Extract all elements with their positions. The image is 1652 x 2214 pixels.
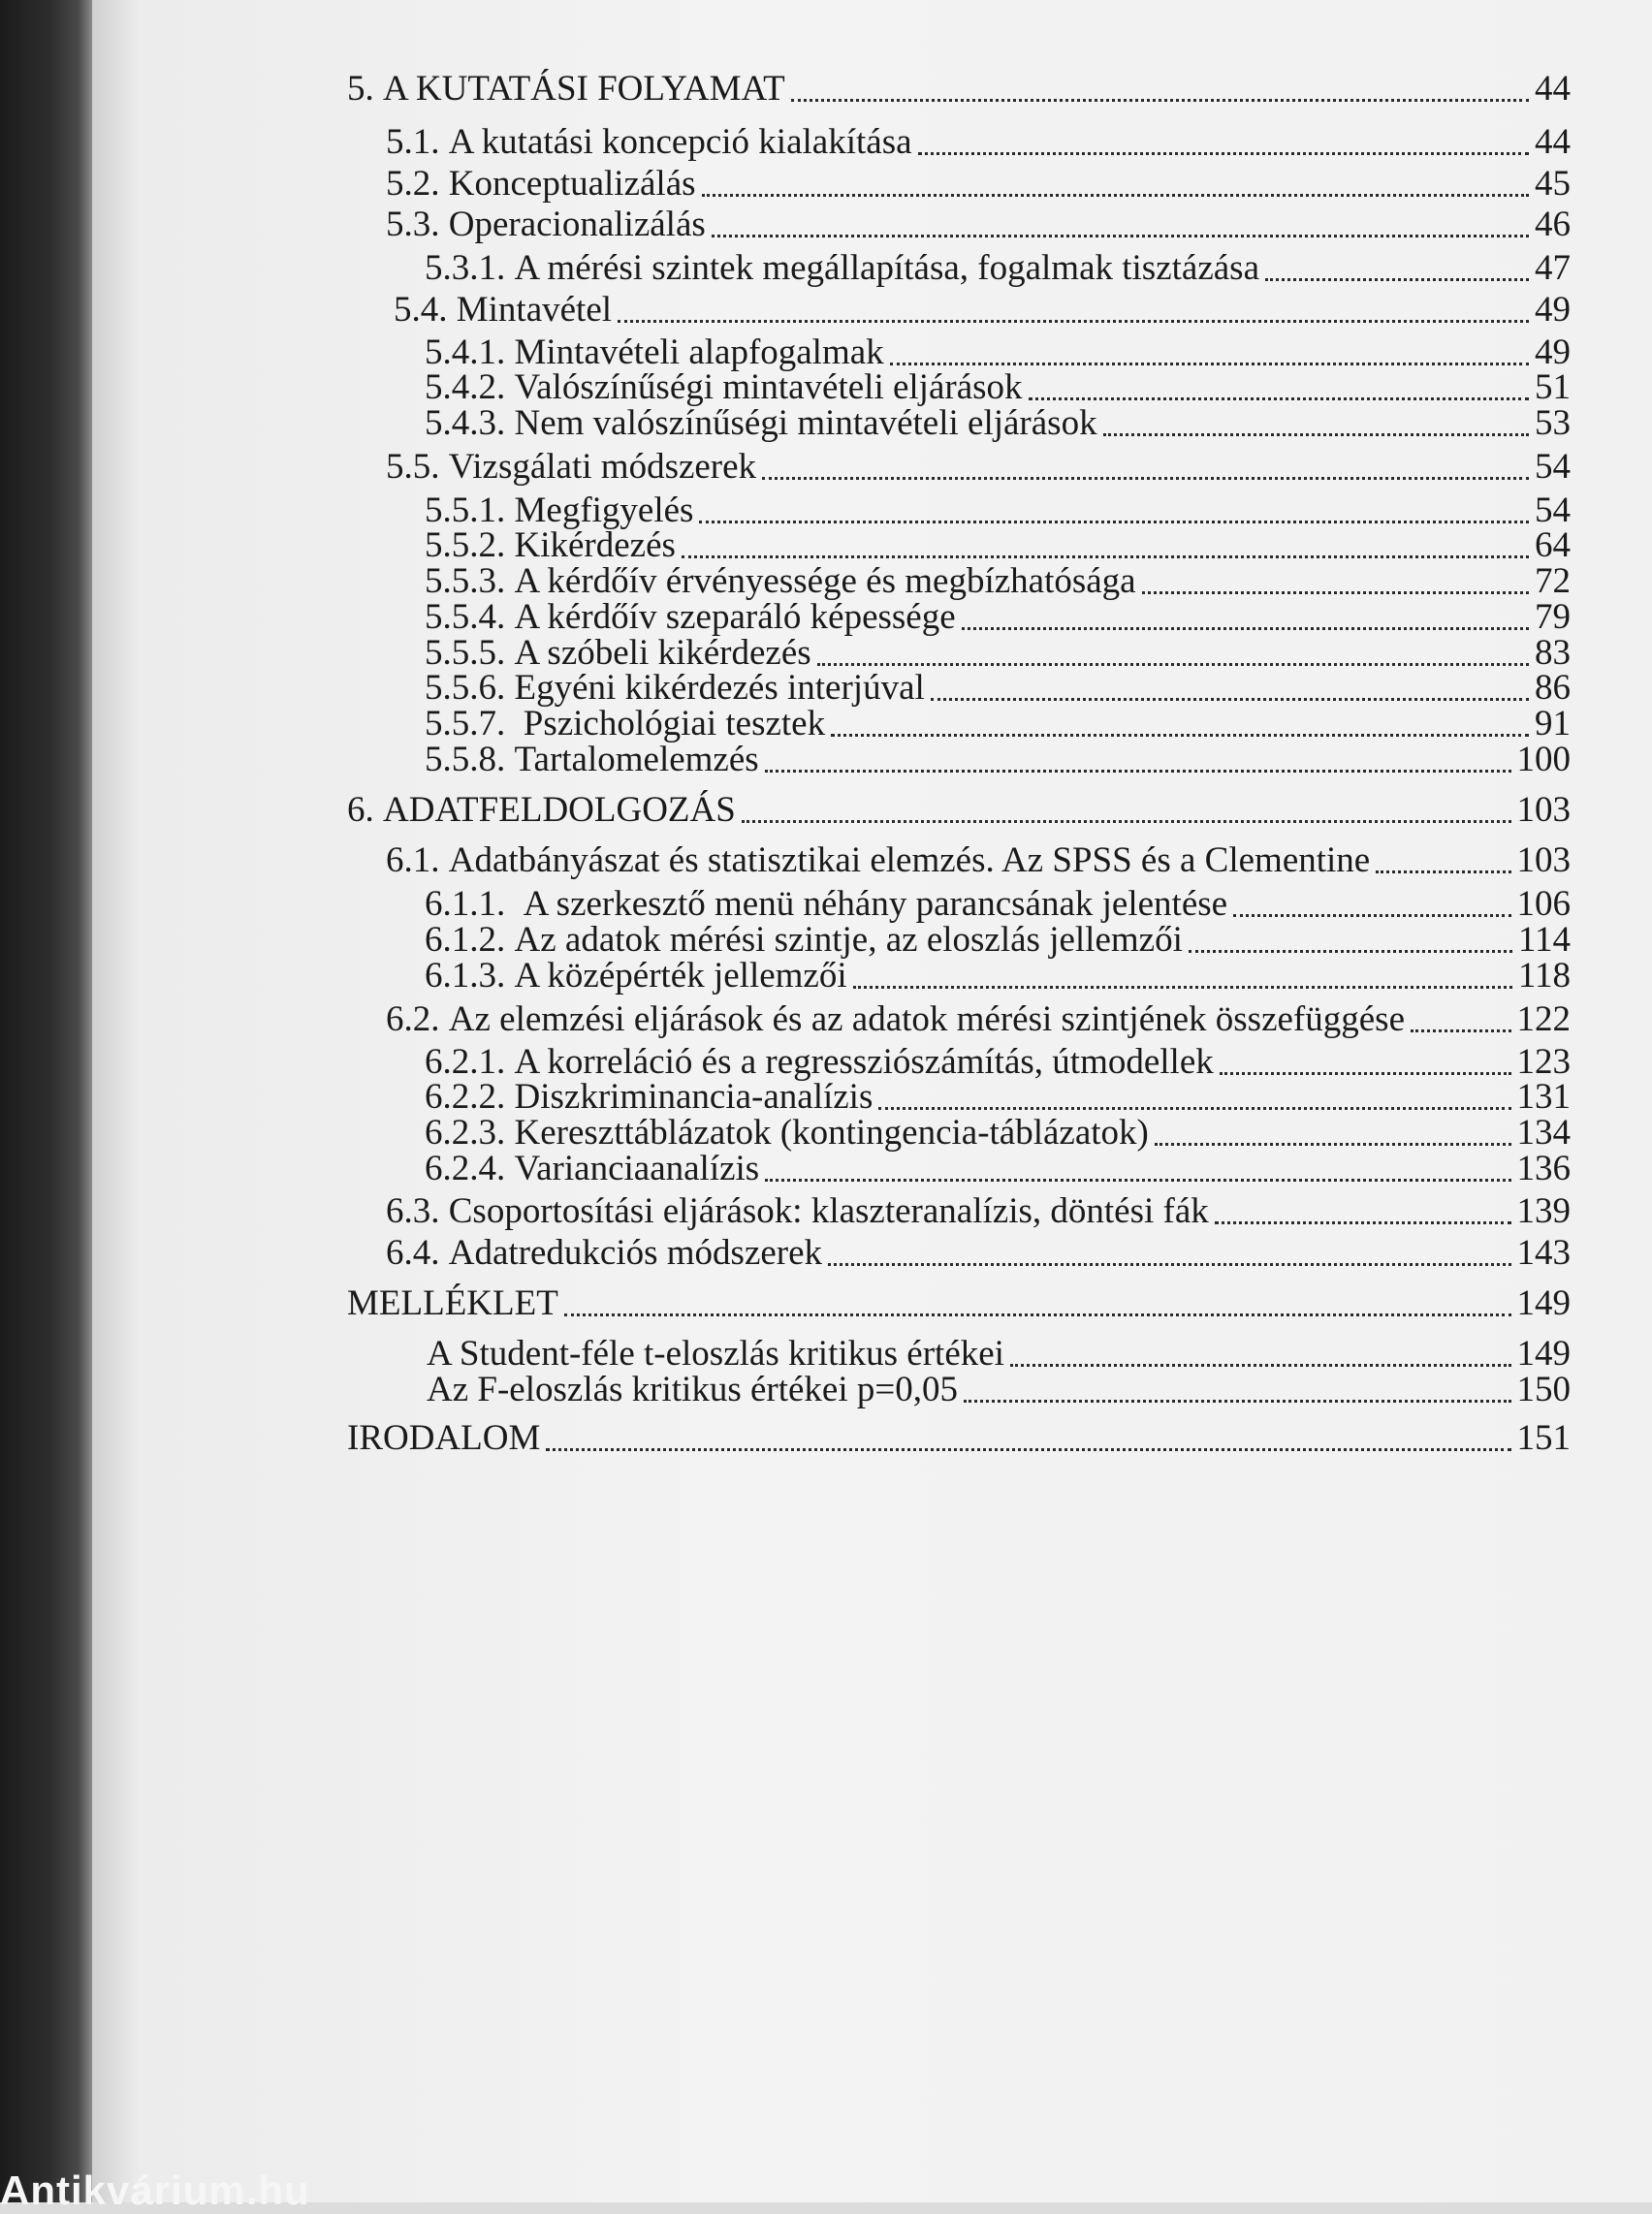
- toc-number: 6.1.: [386, 840, 440, 880]
- toc-page: 122: [1516, 999, 1571, 1039]
- dot-leader: [564, 1313, 1511, 1316]
- toc-number: 6.: [347, 790, 374, 830]
- toc-title: A középérték jellemzői: [514, 956, 847, 996]
- toc-title: ADATFELDOLGOZÁS: [383, 790, 736, 830]
- toc-title: IRODALOM: [347, 1418, 541, 1458]
- toc-page: 103: [1516, 790, 1571, 830]
- toc-title: Adatbányászat és statisztikai elemzés. Az SPSS és a Clementine: [448, 840, 1371, 880]
- toc-page: 100: [1516, 740, 1571, 779]
- toc-page: 91: [1535, 704, 1571, 743]
- toc-section-6-2: [386, 998, 1571, 1040]
- dot-leader: [1233, 914, 1510, 917]
- toc-page: 54: [1535, 490, 1571, 530]
- toc-section-5-4: [394, 289, 1571, 331]
- toc-page: 44: [1535, 69, 1571, 109]
- toc-section-6-1: [386, 839, 1571, 881]
- toc-title: A KUTATÁSI FOLYAMAT: [383, 69, 785, 109]
- toc-title: Varianciaanalízis: [514, 1149, 760, 1188]
- dot-leader: [682, 555, 1529, 558]
- toc-page: 86: [1535, 668, 1571, 708]
- toc-number: 5.4.: [394, 290, 448, 330]
- toc-page: 150: [1516, 1370, 1571, 1409]
- dot-leader: [618, 320, 1529, 323]
- toc-number: 6.2.3.: [425, 1113, 506, 1153]
- toc-page: 131: [1516, 1077, 1571, 1117]
- toc-page: 79: [1535, 597, 1571, 637]
- dot-leader: [964, 1400, 1511, 1403]
- toc-number: 6.1.2.: [425, 920, 506, 960]
- toc-number: 5.2.: [386, 164, 440, 204]
- dot-leader: [791, 99, 1529, 102]
- toc-page: 64: [1535, 525, 1571, 565]
- toc-title: Valószínűségi mintavételi eljárások: [514, 367, 1023, 407]
- toc-title: A mérési szintek megállapítása, fogalmak tisztázása: [514, 248, 1259, 288]
- toc-number: 5.5.5.: [425, 633, 506, 673]
- toc-title: Megfigyelés: [514, 490, 694, 530]
- toc-page: 149: [1516, 1334, 1571, 1374]
- toc-title: Diszkriminancia-analízis: [514, 1077, 874, 1117]
- toc-number: 5.: [347, 69, 374, 109]
- toc-number: 6.2.4.: [425, 1149, 506, 1188]
- toc-title: A kérdőív érvényessége és megbízhatósága: [514, 561, 1136, 601]
- watermark: Antikvárium.hu: [0, 2167, 310, 2213]
- dot-leader: [1220, 1072, 1511, 1075]
- toc-page: 143: [1516, 1233, 1571, 1273]
- toc-section-5-3: [386, 204, 1571, 245]
- toc-subsection-5-4-3: [425, 402, 1571, 444]
- toc-page: 54: [1535, 447, 1571, 487]
- toc-title: Kikérdezés: [514, 525, 676, 565]
- toc-chapter-5: [347, 68, 1571, 110]
- toc-title: Az F-eloszlás kritikus értékei p=0,05: [427, 1370, 958, 1409]
- toc-number: 5.5.1.: [425, 490, 506, 530]
- toc-page: 47: [1535, 248, 1571, 288]
- toc-section-6-4: [386, 1232, 1571, 1274]
- dot-leader: [699, 521, 1529, 523]
- toc-subsection-5-3-1: [425, 247, 1571, 289]
- toc-title: A kérdőív szeparáló képessége: [514, 597, 956, 637]
- dot-leader: [712, 235, 1529, 237]
- dot-leader: [878, 1107, 1510, 1110]
- toc-subsection-6-1-3: [425, 955, 1571, 996]
- dot-leader: [1376, 870, 1510, 873]
- toc-page: 106: [1516, 884, 1571, 924]
- dot-leader: [765, 1179, 1510, 1182]
- dot-leader: [762, 477, 1529, 480]
- toc-page: 139: [1516, 1191, 1571, 1231]
- toc-number: 6.2.1.: [425, 1042, 506, 1082]
- toc-number: 6.1.1.: [425, 884, 506, 924]
- toc-title: Operacionalizálás: [448, 205, 706, 244]
- toc-page: 53: [1535, 403, 1571, 443]
- toc-number: 5.5.7.: [425, 704, 506, 743]
- toc-title: Nem valószínűségi mintavételi eljárások: [514, 403, 1097, 443]
- toc-title: Az adatok mérési szintje, az eloszlás jellemzői: [514, 920, 1183, 960]
- toc-number: 5.1.: [386, 122, 440, 162]
- toc-page: 46: [1535, 205, 1571, 244]
- toc-number: 6.2.: [386, 999, 440, 1039]
- dot-leader: [962, 627, 1529, 630]
- dot-leader: [1155, 1143, 1511, 1146]
- toc-title: MELLÉKLET: [347, 1283, 558, 1323]
- dot-leader: [702, 194, 1529, 197]
- toc-number: 5.5.2.: [425, 525, 506, 565]
- toc-title: Csoportosítási eljárások: klaszteranalízis, döntési fák: [448, 1191, 1209, 1231]
- dot-leader: [765, 770, 1511, 773]
- dot-leader: [931, 698, 1529, 701]
- toc-number: 5.3.: [386, 205, 440, 244]
- toc-title: Pszichológiai tesztek: [523, 704, 826, 743]
- toc-title: Tartalomelemzés: [514, 740, 759, 779]
- toc-title: Adatredukciós módszerek: [448, 1233, 823, 1273]
- dot-leader: [546, 1448, 1510, 1451]
- dot-leader: [1215, 1221, 1511, 1224]
- toc-number: 6.1.3.: [425, 956, 506, 996]
- dot-leader: [1189, 950, 1512, 953]
- toc-title: Vizsgálati módszerek: [448, 447, 757, 487]
- toc-page: 51: [1535, 367, 1571, 407]
- toc-number: 5.4.3.: [425, 403, 506, 443]
- toc-appendix: [347, 1282, 1571, 1324]
- toc-page: 49: [1535, 290, 1571, 330]
- toc-number: 5.5.3.: [425, 561, 506, 601]
- dot-leader: [1010, 1364, 1511, 1367]
- toc-number: 5.4.1.: [425, 332, 506, 372]
- toc-section-5-2: [386, 163, 1571, 205]
- toc-page: 114: [1517, 920, 1571, 960]
- toc-number: 6.4.: [386, 1233, 440, 1273]
- toc-title: A Student-féle t-eloszlás kritikus értékei: [427, 1334, 1004, 1374]
- dot-leader: [828, 1263, 1510, 1266]
- toc-page: 151: [1516, 1418, 1571, 1458]
- dot-leader: [890, 363, 1529, 365]
- toc-title: Konceptualizálás: [448, 164, 696, 204]
- toc-subsection-6-2-4: [425, 1148, 1571, 1189]
- dot-leader: [817, 663, 1529, 666]
- toc-number: 5.5.: [386, 447, 440, 487]
- toc-number: 5.4.2.: [425, 367, 506, 407]
- toc-number: 6.3.: [386, 1191, 440, 1231]
- toc-title: A szerkesztő menü néhány parancsának jelentése: [523, 884, 1228, 924]
- toc-section-5-1: [386, 121, 1571, 163]
- toc-page: 44: [1535, 122, 1571, 162]
- toc-section-6-3: [386, 1190, 1571, 1232]
- toc-subsection-5-5-8: [425, 739, 1571, 780]
- toc-title: A szóbeli kikérdezés: [514, 633, 811, 673]
- toc-title: Mintavétel: [456, 290, 613, 330]
- toc-page: 45: [1535, 164, 1571, 204]
- toc-number: 6.2.2.: [425, 1077, 506, 1117]
- dot-leader: [1029, 397, 1529, 400]
- toc-page: 49: [1535, 332, 1571, 372]
- toc-chapter-6: [347, 789, 1571, 831]
- dot-leader: [1411, 1029, 1511, 1032]
- toc-bibliography: [347, 1417, 1571, 1459]
- dot-leader: [1142, 591, 1529, 594]
- toc-number: 5.3.1.: [425, 248, 506, 288]
- toc-page: 134: [1516, 1113, 1571, 1153]
- toc-title: Egyéni kikérdezés interjúval: [514, 668, 925, 708]
- toc-number: 5.5.4.: [425, 597, 506, 637]
- dot-leader: [742, 820, 1511, 823]
- toc-title: Kereszttáblázatok (kontingencia-táblázatok): [514, 1113, 1149, 1153]
- toc-page: 136: [1516, 1149, 1571, 1188]
- dot-leader: [831, 734, 1529, 737]
- toc-title: A kutatási koncepció kialakítása: [448, 122, 912, 162]
- toc-title: Az elemzési eljárások és az adatok mérési szintjének összefüggése: [448, 999, 1405, 1039]
- toc-page: 123: [1516, 1042, 1571, 1082]
- dot-leader: [918, 152, 1529, 155]
- toc-title: A korreláció és a regressziószámítás, útmodellek: [514, 1042, 1214, 1082]
- dot-leader: [853, 986, 1512, 989]
- toc-page: 83: [1535, 633, 1571, 673]
- toc-title: Mintavételi alapfogalmak: [514, 332, 884, 372]
- toc-page: 72: [1535, 561, 1571, 601]
- toc-page: 118: [1517, 956, 1571, 996]
- toc-appendix-f-table: [427, 1369, 1571, 1410]
- toc-number: 5.5.6.: [425, 668, 506, 708]
- dot-leader: [1265, 278, 1529, 281]
- toc-page: 103: [1516, 840, 1571, 880]
- dot-leader: [1103, 433, 1529, 436]
- toc-page: 149: [1516, 1283, 1571, 1323]
- toc-number: 5.5.8.: [425, 740, 506, 779]
- toc-section-5-5: [386, 446, 1571, 488]
